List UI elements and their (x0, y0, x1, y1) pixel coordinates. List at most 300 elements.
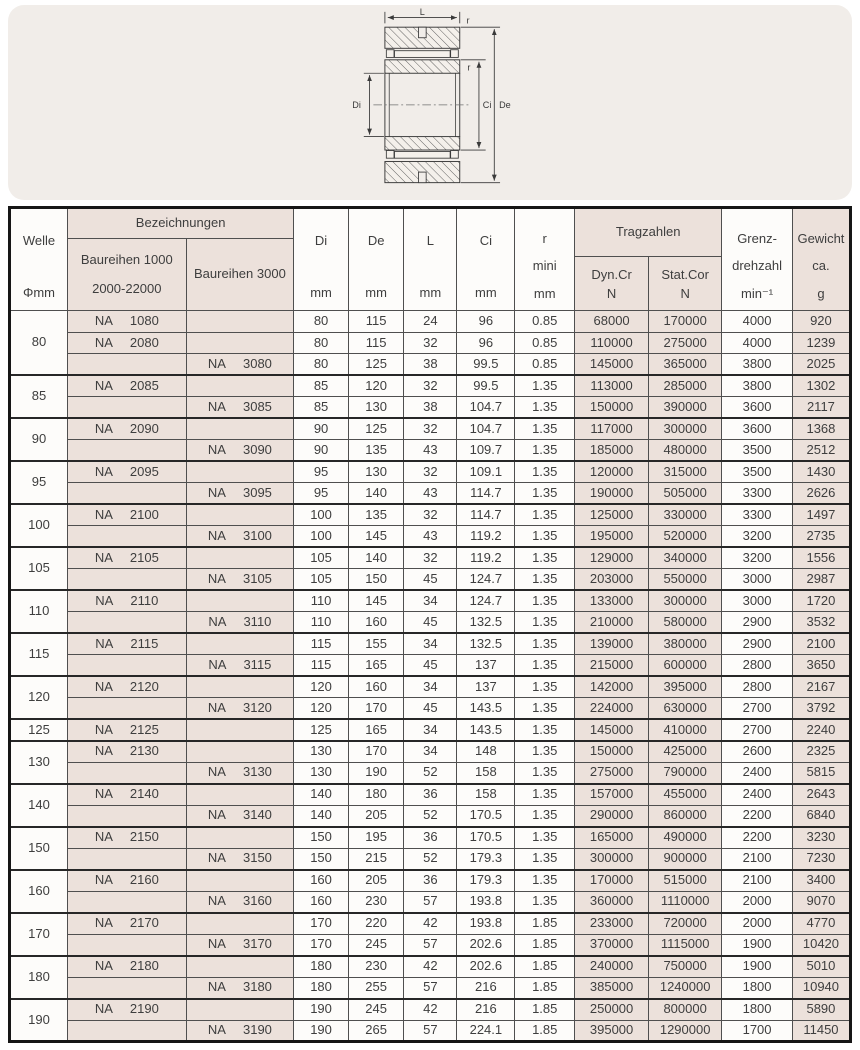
ci-cell: 132.5 (457, 612, 515, 634)
code-number: 2170 (129, 915, 159, 931)
stat-cell: 515000 (649, 870, 722, 892)
bearing-code-cell-1000 (68, 483, 187, 505)
bearing-code-cell-3000 (186, 891, 294, 913)
bearing-code-cell-1000 (68, 870, 187, 892)
table-row (10, 483, 851, 505)
dyn-cell: 133000 (575, 590, 649, 612)
stat-cell: 330000 (649, 504, 722, 526)
de-cell: 140 (348, 483, 404, 505)
code-prefix: NA (94, 721, 113, 737)
bearing-code-cell-1000 (68, 741, 187, 763)
dyn-cell: 275000 (575, 762, 649, 784)
bearing-code-cell-3000 (186, 526, 294, 548)
grenz-cell: 2100 (722, 870, 793, 892)
r-cell: 1.35 (515, 870, 575, 892)
gew-cell: 1302 (792, 375, 850, 397)
l-cell: 34 (404, 741, 457, 763)
gew-cell: 2325 (792, 741, 850, 763)
bearing-code-cell-1000 (68, 590, 187, 612)
bearing-code-cell-3000 (186, 870, 294, 892)
de-cell: 160 (348, 612, 404, 634)
grenz-cell: 4000 (722, 311, 793, 333)
r-cell: 1.35 (515, 827, 575, 849)
header-tragzahlen: Tragzahlen (575, 208, 722, 257)
bearing-code-cell-3000 (186, 569, 294, 591)
bearing-code (208, 764, 272, 780)
bearing-code-cell-1000 (68, 891, 187, 913)
r-cell: 1.35 (515, 805, 575, 827)
dyn-cell: 142000 (575, 676, 649, 698)
grenz-cell: 3200 (722, 547, 793, 569)
grenz-cell: 2200 (722, 827, 793, 849)
de-cell: 145 (348, 526, 404, 548)
grenz-cell: 4000 (722, 332, 793, 354)
table-row (10, 891, 851, 913)
table-row (10, 827, 851, 849)
ci-cell: 143.5 (457, 698, 515, 720)
code-prefix: NA (207, 1022, 226, 1038)
stat-cell: 170000 (649, 311, 722, 333)
ci-cell: 170.5 (457, 827, 515, 849)
bearing-code-cell-3000 (186, 590, 294, 612)
stat-cell: 380000 (649, 633, 722, 655)
header-stat-cor: Stat.Cor N (649, 257, 722, 311)
code-number: 3110 (243, 613, 272, 629)
l-cell: 34 (404, 590, 457, 612)
header-grenzdrehzahl: Grenz- drehzahl min⁻¹ (722, 208, 793, 311)
r-cell: 1.35 (515, 741, 575, 763)
table-row (10, 612, 851, 634)
l-cell: 24 (404, 311, 457, 333)
stat-cell: 455000 (649, 784, 722, 806)
dyn-cell: 203000 (575, 569, 649, 591)
code-number: 3160 (242, 893, 272, 909)
di-cell: 190 (294, 1020, 349, 1042)
dyn-cell: 170000 (575, 870, 649, 892)
code-number: 2125 (129, 721, 159, 737)
di-cell: 90 (294, 440, 349, 462)
code-number: 2100 (129, 506, 159, 522)
bearing-code-cell-1000 (68, 440, 187, 462)
bearing-code-cell-3000 (186, 547, 294, 569)
welle-cell: 110 (10, 590, 68, 633)
de-cell: 160 (348, 676, 404, 698)
di-cell: 140 (294, 805, 349, 827)
grenz-cell: 1900 (722, 934, 793, 956)
l-cell: 43 (404, 483, 457, 505)
dyn-cell: 139000 (575, 633, 649, 655)
gew-cell: 10420 (792, 934, 850, 956)
table-row (10, 762, 851, 784)
welle-cell: 125 (10, 719, 68, 741)
bearing-code-cell-1000 (68, 547, 187, 569)
bearing-code (208, 850, 272, 866)
ci-cell: 124.7 (457, 569, 515, 591)
stat-cell: 275000 (649, 332, 722, 354)
de-cell: 130 (348, 461, 404, 483)
ci-cell: 109.7 (457, 440, 515, 462)
ci-cell: 114.7 (457, 483, 515, 505)
bearing-code (95, 378, 159, 394)
de-cell: 195 (348, 827, 404, 849)
code-number: 2190 (129, 1001, 159, 1017)
table-row (10, 977, 851, 999)
bearing-code-cell-3000 (186, 805, 294, 827)
code-number: 3130 (242, 764, 272, 780)
gew-cell: 5010 (792, 956, 850, 978)
stat-cell: 300000 (649, 590, 722, 612)
lubrication-groove-bottom (418, 172, 426, 183)
bearing-code-cell-1000 (68, 526, 187, 548)
ci-cell: 137 (457, 655, 515, 677)
ci-cell: 158 (457, 784, 515, 806)
bearing-code (208, 893, 272, 909)
l-cell: 34 (404, 719, 457, 741)
bearing-code-cell-3000 (186, 784, 294, 806)
gew-cell: 920 (792, 311, 850, 333)
ci-cell: 132.5 (457, 633, 515, 655)
code-number: 3105 (242, 570, 272, 586)
code-prefix: NA (207, 699, 226, 715)
de-cell: 165 (348, 719, 404, 741)
code-prefix: NA (94, 420, 113, 436)
bearing-code-cell-3000 (186, 375, 294, 397)
stat-cell: 1240000 (649, 977, 722, 999)
grenz-cell: 1800 (722, 977, 793, 999)
table-row (10, 784, 851, 806)
dyn-cell: 290000 (575, 805, 649, 827)
stat-cell: 425000 (649, 741, 722, 763)
table-row (10, 526, 851, 548)
dyn-cell: 215000 (575, 655, 649, 677)
de-cell: 145 (348, 590, 404, 612)
gew-cell: 2100 (792, 633, 850, 655)
stat-cell: 520000 (649, 526, 722, 548)
r-cell: 1.35 (515, 633, 575, 655)
cage-end-right-top (451, 49, 459, 57)
table-row (10, 547, 851, 569)
bearing-code-cell-3000 (186, 461, 294, 483)
stat-cell: 340000 (649, 547, 722, 569)
code-prefix: NA (95, 592, 114, 608)
de-cell: 115 (348, 332, 404, 354)
stat-cell: 630000 (649, 698, 722, 720)
gew-cell: 5890 (792, 999, 850, 1021)
code-prefix: NA (95, 635, 114, 651)
table-header (10, 208, 851, 311)
stat-cell: 395000 (649, 676, 722, 698)
grenz-cell: 2100 (722, 848, 793, 870)
grenz-cell: 2800 (722, 676, 793, 698)
code-prefix: NA (207, 355, 226, 371)
table-row (10, 461, 851, 483)
bearing-code-cell-1000 (68, 332, 187, 354)
grenz-cell: 2900 (722, 612, 793, 634)
bearing-code-cell-1000 (68, 655, 187, 677)
welle-cell: 170 (10, 913, 68, 956)
l-cell: 45 (404, 569, 457, 591)
code-prefix: NA (94, 1001, 113, 1017)
dyn-cell: 129000 (575, 547, 649, 569)
code-number: 2110 (130, 592, 159, 608)
gew-cell: 3650 (792, 655, 850, 677)
l-cell: 32 (404, 418, 457, 440)
ci-cell: 193.8 (457, 891, 515, 913)
table-row (10, 569, 851, 591)
code-prefix: NA (94, 313, 113, 329)
l-cell: 32 (404, 375, 457, 397)
di-cell: 105 (294, 547, 349, 569)
ci-cell: 114.7 (457, 504, 515, 526)
code-number: 3140 (242, 807, 272, 823)
header-welle (10, 208, 68, 311)
bearing-code-cell-1000 (68, 612, 187, 634)
gew-cell: 1239 (792, 332, 850, 354)
de-cell: 115 (348, 311, 404, 333)
code-number: 2095 (129, 463, 159, 479)
stat-cell: 600000 (649, 655, 722, 677)
bearing-code (208, 614, 271, 630)
welle-cell: 115 (10, 633, 68, 676)
code-prefix: NA (94, 786, 113, 802)
code-number: 3100 (242, 527, 272, 543)
stat-cell: 1110000 (649, 891, 722, 913)
code-number: 2085 (129, 377, 159, 393)
bearing-code-cell-3000 (186, 956, 294, 978)
grenz-cell: 2400 (722, 784, 793, 806)
bearing-code-cell-3000 (186, 762, 294, 784)
bearing-code-cell-1000 (68, 913, 187, 935)
code-number: 3115 (243, 656, 272, 672)
table-row (10, 913, 851, 935)
l-cell: 32 (404, 332, 457, 354)
bearing-code (95, 636, 158, 652)
header-baureihen-3000: Baureihen 3000 (186, 239, 294, 311)
welle-cell: 80 (10, 311, 68, 376)
table-row (10, 956, 851, 978)
grenz-cell: 3000 (722, 590, 793, 612)
code-prefix: NA (207, 936, 226, 952)
code-prefix: NA (94, 463, 113, 479)
stat-cell: 550000 (649, 569, 722, 591)
code-prefix: NA (207, 484, 226, 500)
welle-cell: 140 (10, 784, 68, 827)
stat-cell: 285000 (649, 375, 722, 397)
bearing-code-cell-1000 (68, 719, 187, 741)
dyn-cell: 195000 (575, 526, 649, 548)
code-number: 1080 (129, 313, 159, 329)
gew-cell: 10940 (792, 977, 850, 999)
welle-cell: 180 (10, 956, 68, 999)
code-number: 2160 (129, 872, 159, 888)
dyn-cell: 224000 (575, 698, 649, 720)
code-prefix: NA (208, 613, 227, 629)
di-cell: 105 (294, 569, 349, 591)
de-cell: 130 (348, 397, 404, 419)
di-cell: 160 (294, 891, 349, 913)
bearing-code (208, 936, 272, 952)
dyn-cell: 233000 (575, 913, 649, 935)
de-cell: 135 (348, 440, 404, 462)
dyn-cell: 360000 (575, 891, 649, 913)
bearing-code-cell-1000 (68, 956, 187, 978)
bearing-code-cell-3000 (186, 612, 294, 634)
grenz-cell: 2000 (722, 891, 793, 913)
l-cell: 34 (404, 676, 457, 698)
gew-cell: 11450 (792, 1020, 850, 1042)
bearing-code-cell-3000 (186, 332, 294, 354)
grenz-cell: 1800 (722, 999, 793, 1021)
bearing-code-cell-3000 (186, 934, 294, 956)
dyn-cell: 165000 (575, 827, 649, 849)
code-number: 2180 (129, 958, 159, 974)
l-cell: 52 (404, 848, 457, 870)
gew-cell: 6840 (792, 805, 850, 827)
de-cell: 230 (348, 956, 404, 978)
bearing-code-cell-1000 (68, 784, 187, 806)
stat-cell: 800000 (649, 999, 722, 1021)
table-row (10, 805, 851, 827)
bearing-code (208, 356, 272, 372)
table-row (10, 633, 851, 655)
bearing-code-cell-1000 (68, 461, 187, 483)
code-number: 2140 (129, 786, 159, 802)
r-cell: 1.35 (515, 461, 575, 483)
dyn-cell: 157000 (575, 784, 649, 806)
code-number: 2130 (129, 743, 159, 759)
l-cell: 43 (404, 440, 457, 462)
gew-cell: 7230 (792, 848, 850, 870)
stat-cell: 720000 (649, 913, 722, 935)
bearing-code-cell-3000 (186, 483, 294, 505)
header-di: Di mm (294, 208, 349, 311)
di-cell: 80 (294, 311, 349, 333)
r-cell: 1.35 (515, 526, 575, 548)
de-cell: 125 (348, 418, 404, 440)
grenz-cell: 2000 (722, 913, 793, 935)
bearing-code (208, 442, 272, 458)
r-cell: 0.85 (515, 332, 575, 354)
dyn-cell: 250000 (575, 999, 649, 1021)
stat-cell: 900000 (649, 848, 722, 870)
header-dyn-cr: Dyn.Cr N (575, 257, 649, 311)
bearing-code (208, 657, 271, 673)
code-number: 3090 (242, 441, 272, 457)
welle-cell: 90 (10, 418, 68, 461)
gew-cell: 5815 (792, 762, 850, 784)
bearing-code (95, 743, 159, 759)
bearing-code-cell-1000 (68, 633, 187, 655)
header-r-mini: r mini mm (515, 208, 575, 311)
bearing-code (95, 722, 159, 738)
table-row (10, 698, 851, 720)
table-row (10, 332, 851, 354)
cage-end-right-bottom (451, 150, 459, 158)
l-cell: 57 (404, 891, 457, 913)
welle-label: Welle (22, 233, 56, 248)
ci-cell: 99.5 (457, 354, 515, 376)
bearing-code-cell-1000 (68, 977, 187, 999)
table-row (10, 440, 851, 462)
dim-label-Di: Di (352, 99, 361, 110)
dim-label-Ci: Ci (482, 99, 492, 110)
welle-cell: 130 (10, 741, 68, 784)
bearing-code-cell-3000 (186, 999, 294, 1021)
di-cell: 140 (294, 784, 349, 806)
stat-cell: 490000 (649, 827, 722, 849)
di-cell: 120 (294, 698, 349, 720)
header-gewicht: Gewicht ca. g (792, 208, 850, 311)
l-cell: 45 (404, 612, 457, 634)
di-cell: 80 (294, 354, 349, 376)
di-cell: 130 (294, 762, 349, 784)
ci-cell: 119.2 (457, 526, 515, 548)
de-cell: 215 (348, 848, 404, 870)
l-cell: 36 (404, 827, 457, 849)
l-cell: 42 (404, 999, 457, 1021)
code-prefix: NA (94, 872, 113, 888)
bearing-code-cell-1000 (68, 375, 187, 397)
di-cell: 100 (294, 504, 349, 526)
gew-cell: 2240 (792, 719, 850, 741)
grenz-cell: 2700 (722, 698, 793, 720)
di-cell: 100 (294, 526, 349, 548)
di-cell: 180 (294, 956, 349, 978)
r-cell: 1.35 (515, 504, 575, 526)
de-cell: 245 (348, 934, 404, 956)
stat-cell: 1115000 (649, 934, 722, 956)
bearing-code (95, 786, 159, 802)
phi-mm-label: Φmm (22, 284, 56, 300)
bearing-spec-table (8, 206, 852, 1043)
code-prefix: NA (94, 678, 113, 694)
dyn-cell: 145000 (575, 354, 649, 376)
de-cell: 205 (348, 870, 404, 892)
gew-cell: 2987 (792, 569, 850, 591)
r-cell: 1.35 (515, 569, 575, 591)
header-bezeichnungen: Bezeichnungen (68, 208, 294, 239)
dyn-cell: 120000 (575, 461, 649, 483)
l-cell: 57 (404, 1020, 457, 1042)
di-cell: 120 (294, 676, 349, 698)
code-number: 2115 (130, 635, 159, 651)
de-cell: 230 (348, 891, 404, 913)
cage-end-left-top (386, 49, 394, 57)
code-prefix: NA (207, 893, 226, 909)
header-de: De mm (348, 208, 404, 311)
code-prefix: NA (94, 915, 113, 931)
ci-cell: 158 (457, 762, 515, 784)
welle-cell: 120 (10, 676, 68, 719)
code-number: 2120 (129, 678, 159, 694)
dim-label-r-top: r (466, 14, 470, 25)
bearing-code-cell-3000 (186, 913, 294, 935)
bearing-code-cell-3000 (186, 719, 294, 741)
dyn-cell: 185000 (575, 440, 649, 462)
gew-cell: 3230 (792, 827, 850, 849)
bearing-code (208, 1022, 272, 1038)
table-row (10, 848, 851, 870)
grenz-cell: 1900 (722, 956, 793, 978)
bearing-code-cell-3000 (186, 504, 294, 526)
bearing-code-cell-1000 (68, 698, 187, 720)
bearing-code (208, 807, 272, 823)
bearing-code (208, 571, 272, 587)
cage-end-left-bottom (386, 150, 394, 158)
gew-cell: 9070 (792, 891, 850, 913)
dim-label-r-mid: r (467, 61, 471, 72)
dyn-cell: 117000 (575, 418, 649, 440)
